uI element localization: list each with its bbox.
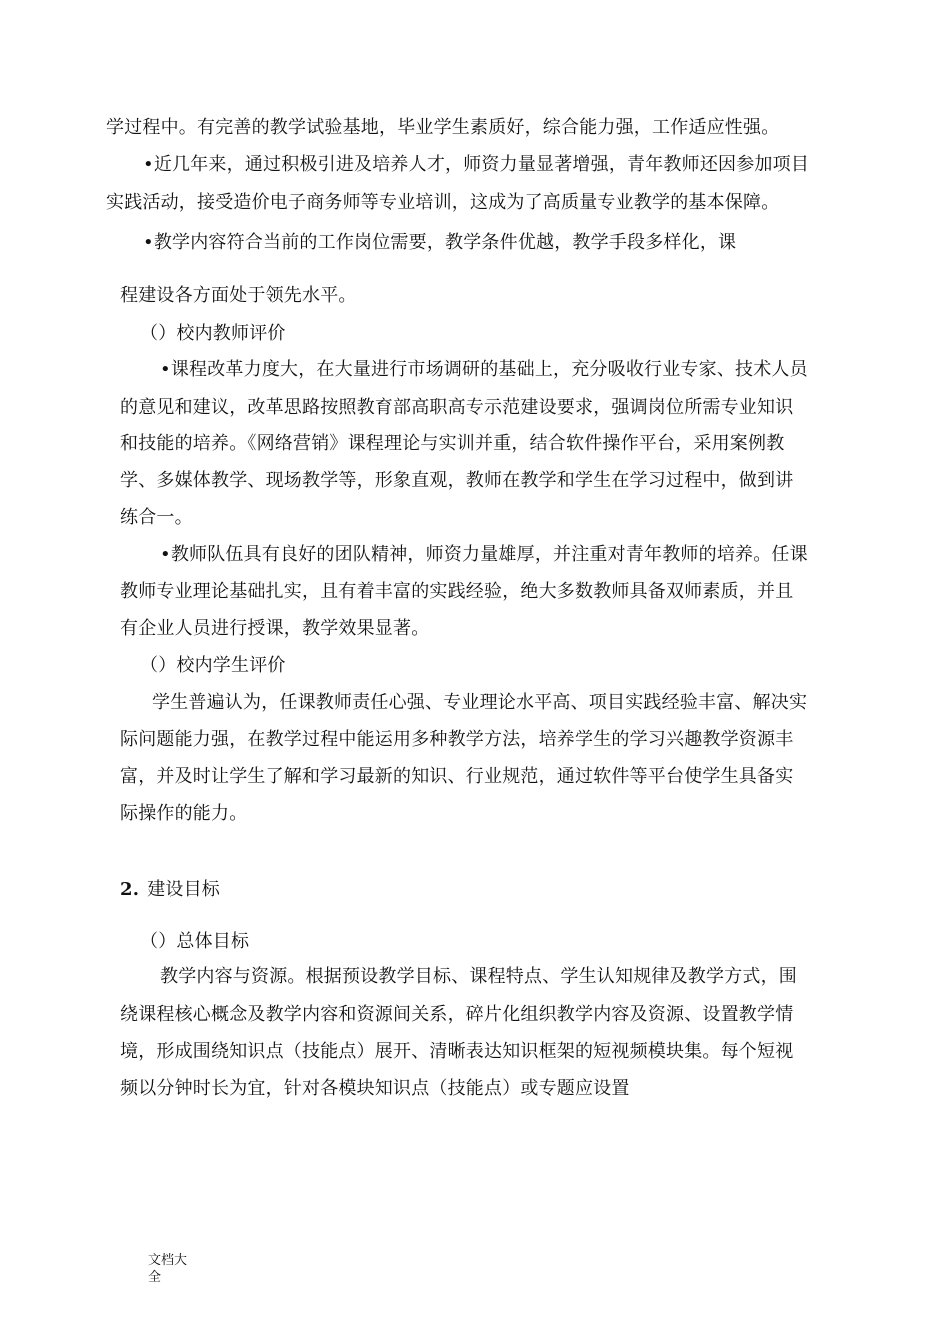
section-number: 2. [120,879,140,900]
paragraph-line: 练合一。 [120,507,193,528]
paragraph-line: 教学内容与资源。根据预设教学目标、课程特点、学生认知规律及教学方式，围 [160,966,797,987]
paragraph-line: 际问题能力强，在教学过程中能运用多种教学方法，培养学生的学习兴趣教学资源丰 [120,729,794,750]
subheading-teacher-evaluation: （）校内教师评价 [140,323,286,344]
paragraph-line: 学、多媒体教学、现场教学等，形象直观，教师在教学和学生在学习过程中，做到讲 [120,470,794,491]
paragraph-line: 学过程中。有完善的教学试验基地，毕业学生素质好，综合能力强，工作适应性强。 [106,117,780,138]
paragraph-line: 境，形成围绕知识点（技能点）展开、清晰表达知识框架的短视频模块集。每个短视 [120,1041,794,1062]
paragraph-line: 富，并及时让学生了解和学习最新的知识、行业规范，通过软件等平台使学生具备实 [120,766,794,787]
paragraph-line: 教师专业理论基础扎实，且有着丰富的实践经验，绝大多数教师具备双师素质，并且 [120,581,794,602]
subheading-overall-goal: （）总体目标 [140,931,250,952]
section-title: 建设目标 [147,879,221,900]
paragraph-line: 有企业人员进行授课，教学效果显著。 [120,618,430,639]
paragraph-line: 际操作的能力。 [120,803,248,824]
paragraph-line: 程建设各方面处于领先水平。 [120,285,357,306]
section-heading [120,877,220,903]
paragraph-line: •近几年来，通过积极引进及培养人才，师资力量显著增强，青年教师还因参加项目 [143,154,810,175]
paragraph-line: 绕课程核心概念及教学内容和资源间关系，碎片化组织教学内容及资源、设置教学情 [120,1004,794,1025]
paragraph-line: 频以分钟时长为宜，针对各模块知识点（技能点）或专题应设置 [120,1078,630,1099]
paragraph-line: •教师队伍具有良好的团队精神，师资力量雄厚，并注重对青年教师的培养。任课 [160,544,808,565]
page-footer: 文档大全 [148,1253,188,1285]
subheading-student-evaluation: （）校内学生评价 [140,655,286,676]
paragraph-line: •课程改革力度大，在大量进行市场调研的基础上，充分吸收行业专家、技术人员 [160,359,808,380]
paragraph-line: 学生普遍认为，任课教师责任心强、专业理论水平高、项目实践经验丰富、解决实 [152,692,808,713]
paragraph-line: 和技能的培养。《网络营销》课程理论与实训并重，结合软件操作平台，采用案例教 [120,433,785,454]
paragraph-line: 实践活动，接受造价电子商务师等专业培训，这成为了高质量专业教学的基本保障。 [106,192,780,213]
paragraph-line: •教学内容符合当前的工作岗位需要，教学条件优越，教学手段多样化，课 [143,232,737,253]
paragraph-line: 的意见和建议，改革思路按照教育部高职高专示范建设要求，强调岗位所需专业知识 [120,397,794,418]
